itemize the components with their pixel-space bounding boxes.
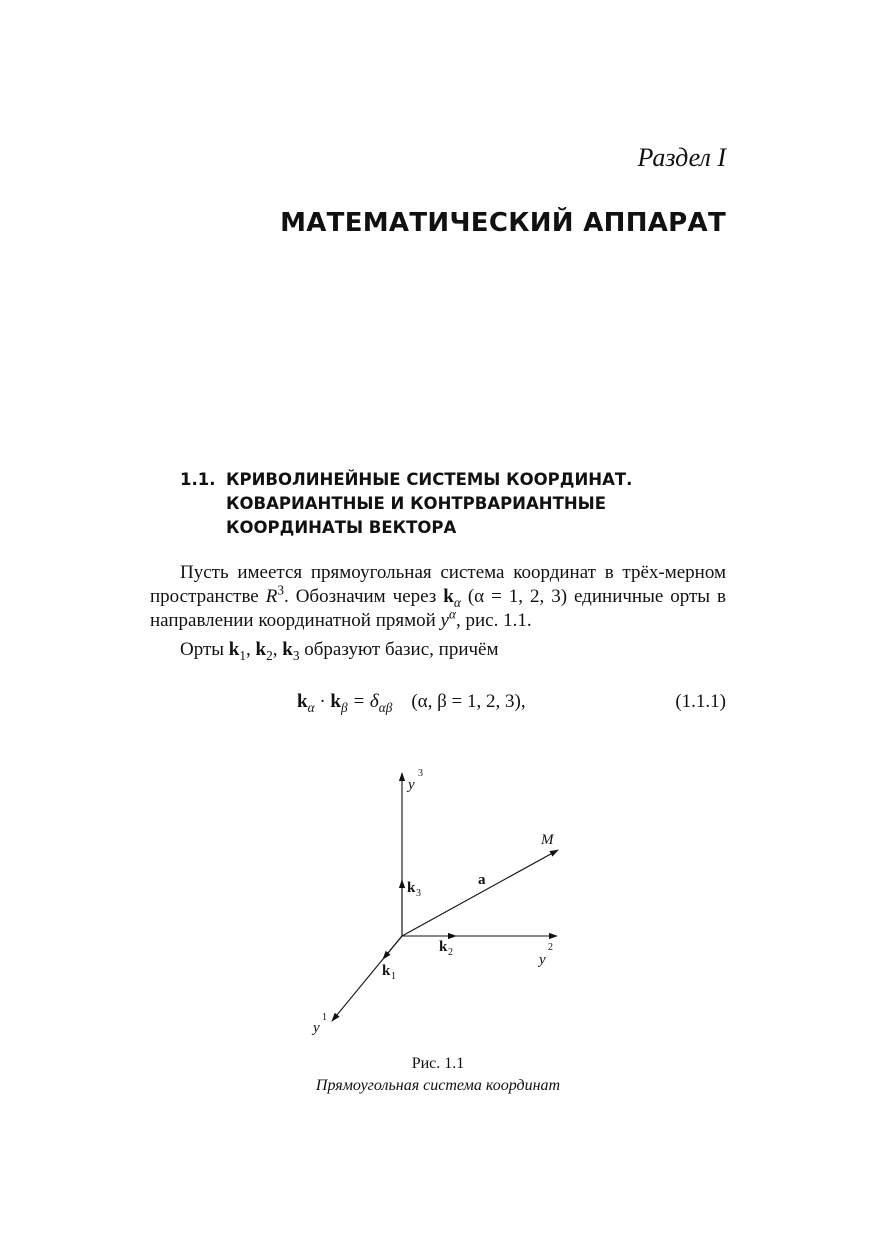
text: Орты bbox=[180, 639, 229, 660]
text: , рис. 1.1. bbox=[455, 610, 532, 631]
figure-coordinate-system bbox=[300, 760, 580, 1050]
eq-condition: (α, β = 1, 2, 3), bbox=[411, 691, 526, 712]
eq-subscript: αβ bbox=[378, 699, 393, 715]
label-k3-sub: 3 bbox=[416, 888, 421, 899]
equation bbox=[297, 691, 526, 713]
part-title: МАТЕМАТИЧЕСКИЙ АППАРАТ bbox=[280, 208, 726, 238]
space-exponent: 3 bbox=[277, 582, 284, 598]
eq-subscript: β bbox=[340, 699, 348, 715]
label-k2-sub: 2 bbox=[448, 947, 453, 958]
subsection-title-line: КООРДИНАТЫ ВЕКТОРА bbox=[226, 518, 457, 537]
label-k1: k bbox=[382, 963, 391, 979]
label-y1-exp: 1 bbox=[322, 1012, 327, 1023]
label-k3: k bbox=[407, 880, 416, 896]
subsection-title-line: КОВАРИАНТНЫЕ И КОНТРВАРИАНТНЫЕ bbox=[226, 494, 606, 513]
label-k1-sub: 1 bbox=[391, 971, 396, 982]
vector-subscript: 2 bbox=[266, 647, 273, 663]
space-symbol: R bbox=[265, 586, 278, 607]
vector-subscript: α bbox=[453, 594, 461, 610]
paragraph-2: Орты $k_1$, $k_2$, $k_3$ образуют базис, причём bbox=[180, 639, 499, 663]
text: образуют базис, причём bbox=[299, 639, 499, 660]
label-y2-exp: 2 bbox=[548, 942, 553, 953]
label-a: a bbox=[478, 872, 486, 888]
eq-vector: k bbox=[297, 691, 308, 712]
label-m: M bbox=[541, 832, 554, 848]
text: (α = 1, 2, 3) единичные орты в направлении координатной прямой bbox=[150, 586, 727, 631]
vector-subscript: 1 bbox=[239, 647, 247, 663]
text: Пусть имеется прямоугольная система координат в трёх-мерном пространстве bbox=[150, 562, 726, 607]
label-k2: k bbox=[439, 939, 448, 955]
coord-symbol: y bbox=[440, 610, 449, 631]
vector-a bbox=[402, 850, 558, 936]
vector-symbol: k bbox=[228, 639, 240, 660]
section-label: Раздел I bbox=[637, 143, 726, 172]
vector-subscript: 3 bbox=[292, 647, 300, 663]
eq-vector: k bbox=[330, 691, 341, 712]
figure-caption-label: Рис. 1.1 bbox=[411, 1055, 465, 1072]
equation-number: (1.1.1) bbox=[675, 691, 726, 712]
vector-symbol: k bbox=[443, 586, 454, 607]
subsection-heading bbox=[180, 468, 740, 540]
paragraph-1 bbox=[150, 561, 726, 633]
eq-subscript: α bbox=[307, 699, 315, 715]
subsection-number: 1.1. bbox=[180, 470, 216, 489]
text: . Обозначим через bbox=[283, 586, 444, 607]
unit-k1 bbox=[383, 936, 402, 959]
label-y2: y bbox=[539, 952, 546, 968]
label-y3-exp: 3 bbox=[418, 768, 423, 779]
vector-symbol: k bbox=[255, 639, 267, 660]
figure-caption-title: Прямоугольная система координат bbox=[315, 1077, 561, 1094]
coord-superscript: α bbox=[448, 606, 456, 622]
vector-symbol: k bbox=[282, 639, 293, 660]
figure-caption bbox=[0, 1053, 876, 1097]
eq-operator: · bbox=[314, 691, 331, 712]
eq-operator: = δ bbox=[347, 691, 379, 712]
label-y1: y bbox=[313, 1020, 320, 1036]
label-y3: y bbox=[408, 777, 415, 793]
subsection-title-line: КРИВОЛИНЕЙНЫЕ СИСТЕМЫ КООРДИНАТ. bbox=[226, 470, 633, 489]
